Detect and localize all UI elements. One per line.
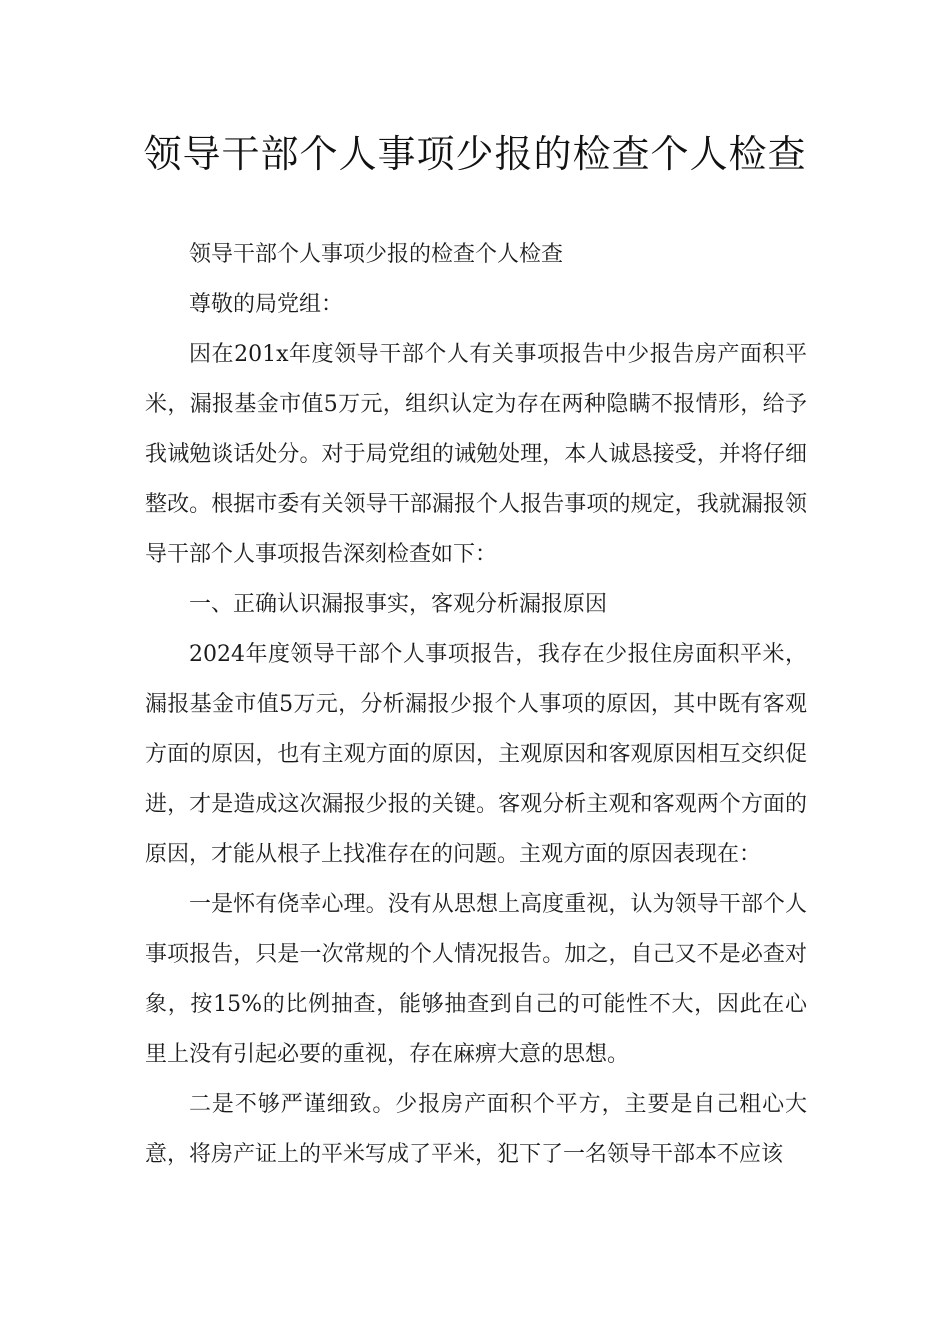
body-paragraph: 2024年度领导干部个人事项报告，我存在少报住房面积平米，漏报基金市值5万元，分析漏报少报个人事项的原因，其中既有客观方面的原因，也有主观方面的原因，主观原因和客观原因相互交织促进，才是造成这次漏报少报的关键。客观分析主观和客观两个方面的原因，才能从根子上找准存在的问题。主观方面的原因表现在： xyxy=(145,642,807,867)
salutation-paragraph: 尊敬的局党组： xyxy=(189,292,344,317)
body-paragraph: 一是怀有侥幸心理。没有从思想上高度重视，认为领导干部个人事项报告，只是一次常规的个人情况报告。加之，自己又不是必查对象，按15%的比例抽查，能够抽查到自己的可能性不大，因此在心里上没有引起必要的重视，存在麻痹大意的思想。 xyxy=(145,892,807,1067)
subtitle-paragraph: 领导干部个人事项少报的检查个人检查 xyxy=(189,242,564,267)
section-heading: 一、正确认识漏报事实，客观分析漏报原因 xyxy=(189,592,608,617)
document-body xyxy=(145,230,807,1180)
document-title: 领导干部个人事项少报的检查个人检查 xyxy=(143,132,807,176)
body-paragraph: 因在201x年度领导干部个人有关事项报告中少报告房产面积平米，漏报基金市值5万元，组织认定为存在两种隐瞒不报情形，给予我诫勉谈话处分。对于局党组的诫勉处理，本人诚恳接受，并将仔细整改。根据市委有关领导干部漏报个人报告事项的规定，我就漏报领导干部个人事项报告深刻检查如下： xyxy=(145,342,807,567)
body-paragraph: 二是不够严谨细致。少报房产面积个平方，主要是自己粗心大意，将房产证上的平米写成了平米，犯下了一名领导干部本不应该 xyxy=(145,1092,807,1167)
